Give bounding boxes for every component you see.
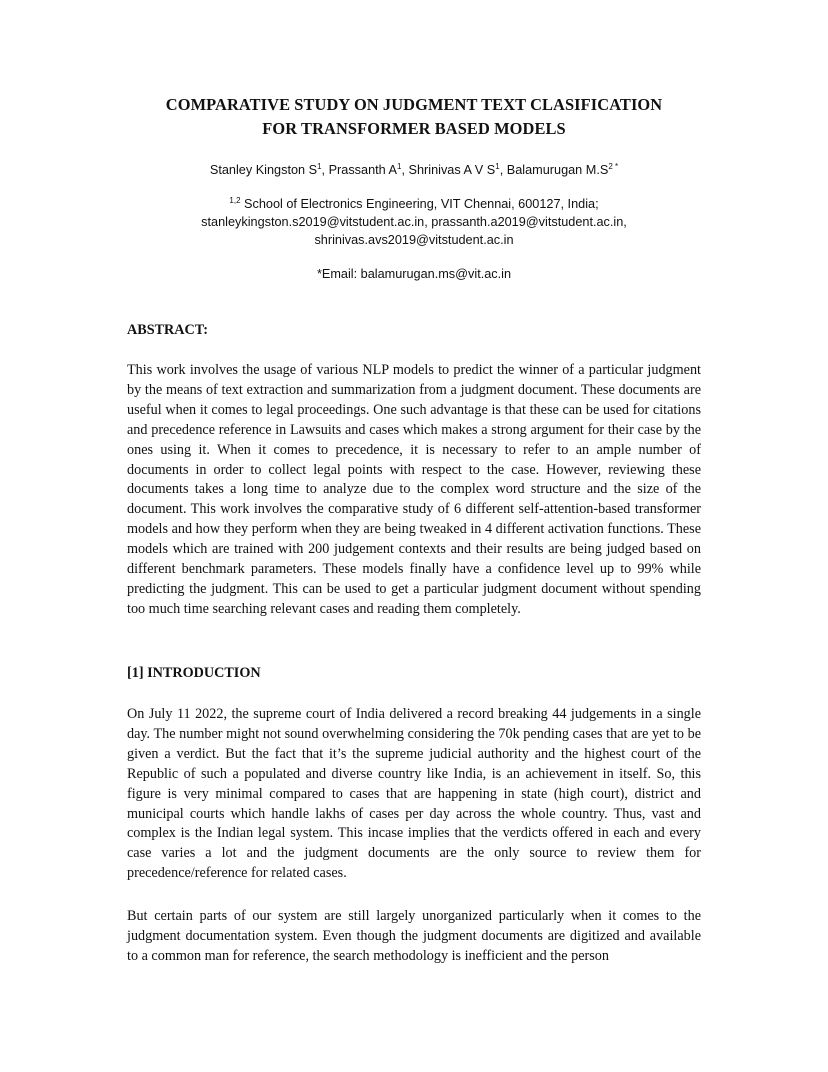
- affiliation-line: [100, 195, 728, 213]
- author-affiliation-mark: 1: [495, 162, 500, 171]
- author-affiliation-mark: 1: [317, 162, 322, 171]
- introduction-heading: [1] INTRODUCTION: [127, 665, 261, 681]
- author-affiliation-mark: 2 *: [608, 162, 619, 171]
- paper-title-line-1: COMPARATIVE STUDY ON JUDGMENT TEXT CLASIFICATION: [165, 95, 663, 114]
- introduction-paragraph-2: But certain parts of our system are still largely unorganized particularly when it comes to the judgment documentation system. Even though the judgment documents are digitized and available to a common man for reference, the search methodology is inefficient and the person: [127, 908, 701, 964]
- abstract-heading: ABSTRACT:: [127, 322, 208, 338]
- affiliation-block: [100, 195, 728, 249]
- author-name: , Prassanth A: [321, 163, 398, 177]
- affiliation-text: School of Electronics Engineering, VIT Chennai, 600127, India;: [240, 197, 599, 211]
- affiliation-mark: 1,2: [229, 196, 241, 205]
- author-emails-line: stanleykingston.s2019@vitstudent.ac.in, prassanth.a2019@vitstudent.ac.in,: [201, 215, 627, 229]
- introduction-paragraph-1: On July 11 2022, the supreme court of India delivered a record breaking 44 judgements in a single day. The number might not sound overwhelming considering the 70k pending cases that are yet to be given a verdict. But the fact that it’s the supreme judicial authority and the highest court of the Republic of such a populated and diverse country like India, is an achievement in itself. So, this figure is very minimal compared to cases that are happening in state (high court), district and municipal courts which handle lakhs of cases per day across the whole country. Thus, vast and complex is the Indian legal system. This incase implies that the verdicts offered in each and every case varies a lot and the judgment documents are the only source to review them for precedence/reference for related cases.: [127, 706, 701, 882]
- author-name: , Balamurugan M.S: [499, 163, 609, 177]
- author-name: Stanley Kingston S: [209, 163, 318, 177]
- paper-title-line-2: FOR TRANSFORMER BASED MODELS: [262, 119, 566, 138]
- corresponding-email: *Email: balamurugan.ms@vit.ac.in: [316, 267, 512, 281]
- author-list: [100, 161, 728, 179]
- author-affiliation-mark: 1: [397, 162, 402, 171]
- paper-title: [90, 93, 738, 141]
- abstract-text: This work involves the usage of various NLP models to predict the winner of a particular judgment by the means of text extraction and summarization from a judgment document. These documents are useful when it comes to legal proceedings. One such advantage is that these can be used for citations and precedence reference in Lawsuits and cases which makes a strong argument for their case by the ones using it. When it comes to precedence, it is necessary to refer to an ample number of documents in order to collect legal points with respect to the case. However, reviewing these documents takes a long time to analyze due to the complex word structure and the size of the document. This work involves the comparative study of 6 different self-attention-based transformer models and how they perform when they are being tweaked in 4 different activation functions. These models which are trained with 200 judgement contexts and their results are being judged based on different benchmark parameters. These models finally have a confidence level up to 99% while predicting the judgment. This can be used to get a particular judgment document without spending too much time searching relevant cases and reading them completely.: [127, 362, 701, 617]
- author-emails-line: shrinivas.avs2019@vitstudent.ac.in: [314, 233, 514, 247]
- author-name: , Shrinivas A V S: [401, 163, 496, 177]
